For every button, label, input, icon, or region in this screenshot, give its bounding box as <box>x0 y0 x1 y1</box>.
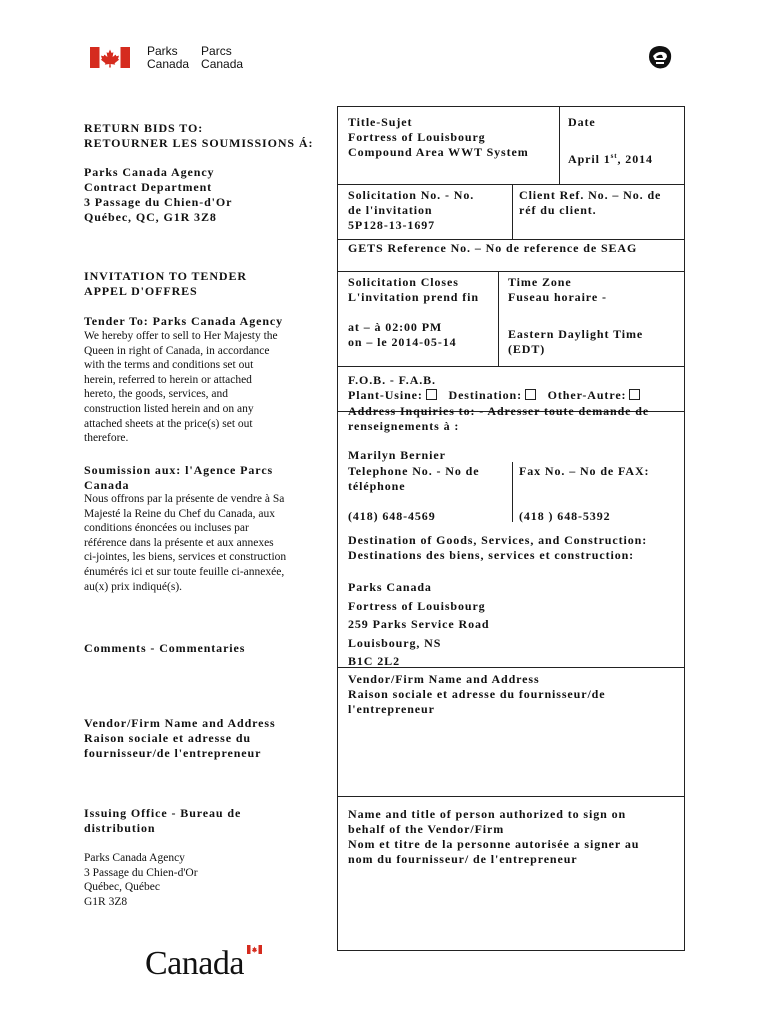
return-bids-heading: RETURN BIDS TO: RETOURNER LES SOUMISSIONS Á: <box>84 121 314 150</box>
title-field: Title-Sujet Fortress of Louisbourg Compound Area WWT System <box>348 115 529 159</box>
fax-label: Fax No. – No de FAX: <box>519 464 650 478</box>
destination-label: Destination of Goods, Services, and Construction: Destinations des biens, services et construction: <box>348 533 648 562</box>
plant-usine-checkbox[interactable] <box>426 389 437 400</box>
contact-name: Marilyn Bernier <box>348 448 446 462</box>
date-value: April 1st, 2014 <box>568 152 653 166</box>
beaver-emblem-icon <box>645 42 675 72</box>
destination-checkbox[interactable] <box>525 389 536 400</box>
issuing-office-heading: Issuing Office - Bureau de distribution <box>84 806 242 835</box>
fob-options: Plant-Usine: Destination: Other-Autre: <box>348 388 640 403</box>
other-autre-checkbox[interactable] <box>629 389 640 400</box>
telephone-value: (418) 648-4569 <box>348 509 436 523</box>
soumission-heading: Soumission aux: l'Agence Parcs Canada <box>84 463 274 492</box>
vendor-heading-left: Vendor/Firm Name and Address Raison sociale et adresse du fournisseur/de l'entrepreneur <box>84 716 276 760</box>
telephone-label: Telephone No. - No de téléphone <box>348 464 480 493</box>
solicitation-number: Solicitation No. - No. de l'invitation 5P128-13-1697 <box>348 188 475 232</box>
authorized-signatory-label: Name and title of person authorized to sign on behalf of the Vendor/Firm Nom et titre de la personne autorisée a signer au nom du fournisseur/ de l'entrepreneur <box>348 807 640 866</box>
fob-label: F.O.B. - F.A.B. <box>348 373 436 387</box>
time-zone-label: Time Zone Fuseau horaire - <box>508 275 607 304</box>
tender-to-body: We hereby offer to sell to Her Majesty the Queen in right of Canada, in accordance with the terms and conditions set out herein, referred to herein or attached hereto, the goods, services, and construction listed herein and on any attached sheets at the price(s) set out therefore. <box>84 330 278 445</box>
agency-address: Parks Canada Agency Contract Department 3 Passage du Chien-d'Or Québec, QC, G1R 3Z8 <box>84 165 233 224</box>
wordmark-flag-icon <box>247 945 262 954</box>
time-zone-value: Eastern Daylight Time (EDT) <box>508 327 644 356</box>
canada-wordmark: Canada <box>145 945 244 982</box>
parks-canada-wordmark: Parks Canada Parcs Canada <box>147 44 244 71</box>
soumission-body: Nous offrons par la présente de vendre à Sa Majesté la Reine du Chef du Canada, aux conditions énoncées ou incluses par référence dans la présente et aux annexes ci-jointes, les biens, services et construction énumérés ici et sur toute feuille ci-annexée, au(x) prix indiqué(s). <box>84 493 287 593</box>
address-inquiries: Address Inquiries to: - Adresser toute demande de renseignements à : <box>348 404 650 433</box>
date-label: Date <box>568 115 596 129</box>
solicitation-closes-value: at – à 02:00 PM on – le 2014-05-14 <box>348 320 457 349</box>
issuing-office-address: Parks Canada Agency 3 Passage du Chien-d'Or Québec, Québec G1R 3Z8 <box>84 852 198 908</box>
vendor-heading-right: Vendor/Firm Name and Address Raison sociale et adresse du fournisseur/de l'entrepreneur <box>348 672 606 716</box>
canada-flag-icon <box>90 47 130 68</box>
client-reference: Client Ref. No. – No. de réf du client. <box>519 188 662 217</box>
gets-reference: GETS Reference No. – No de reference de SEAG <box>348 241 638 255</box>
destination-address: Parks Canada Fortress of Louisbourg 259 Parks Service Road Louisbourg, NS B1C 2L2 <box>348 580 490 668</box>
tender-to-heading: Tender To: Parks Canada Agency <box>84 314 284 328</box>
fax-value: (418 ) 648-5392 <box>519 509 611 523</box>
comments-heading: Comments - Commentaries <box>84 641 246 655</box>
invitation-heading: INVITATION TO TENDER APPEL D'OFFRES <box>84 269 247 298</box>
tender-form-box <box>337 106 685 951</box>
solicitation-closes-label: Solicitation Closes L'invitation prend fin <box>348 275 479 304</box>
